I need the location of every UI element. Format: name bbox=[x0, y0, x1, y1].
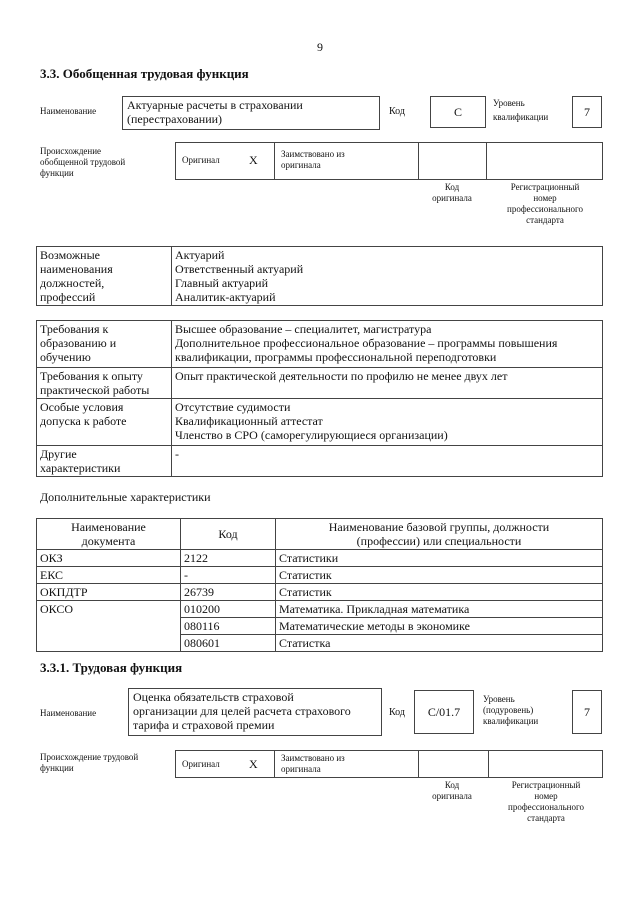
code-label: Код bbox=[389, 106, 405, 117]
requirement-label-cell bbox=[37, 368, 172, 399]
code-cell: - bbox=[181, 567, 276, 584]
table-row bbox=[37, 601, 603, 618]
caption-line: Код bbox=[444, 182, 460, 192]
value-line: - bbox=[175, 447, 179, 461]
header-line: Наименование базовой группы, должности bbox=[328, 520, 550, 534]
borrowed-label-line: оригинала bbox=[281, 160, 321, 170]
origin-label bbox=[40, 146, 125, 179]
table-row bbox=[37, 247, 603, 306]
label-line: практической работы bbox=[40, 383, 150, 397]
caption-reg-number bbox=[488, 182, 602, 226]
requirement-value-cell bbox=[172, 446, 603, 477]
name-label: Наименование bbox=[40, 708, 97, 718]
borrowed-label bbox=[281, 753, 345, 775]
original-mark: X bbox=[249, 757, 258, 771]
position-title: Главный актуарий bbox=[175, 276, 269, 290]
header-line: документа bbox=[81, 534, 136, 548]
caption-code-original bbox=[418, 182, 486, 204]
name-label: Наименование bbox=[40, 106, 97, 116]
doc-cell: ОКЗ bbox=[37, 550, 181, 567]
function-name-line: тарифа и страховой премии bbox=[133, 718, 275, 732]
name-cell: Математика. Прикладная математика bbox=[276, 601, 603, 618]
divider bbox=[488, 751, 489, 777]
name-cell: Статистик bbox=[276, 584, 603, 601]
requirement-value-cell bbox=[172, 399, 603, 446]
code-value-box bbox=[430, 96, 486, 128]
function-name-box bbox=[122, 96, 380, 130]
header-line: Наименование bbox=[71, 520, 146, 534]
subsection-heading: 3.3.1. Трудовая функция bbox=[40, 660, 183, 675]
positions-table bbox=[36, 246, 603, 306]
name-cell: Статистка bbox=[276, 635, 603, 652]
label-line: образованию и bbox=[40, 336, 117, 350]
label-line: Требования к bbox=[40, 322, 109, 336]
label-line: наименования bbox=[40, 262, 113, 276]
caption-line: профессионального bbox=[508, 802, 584, 812]
level-label-line: квалификации bbox=[483, 716, 539, 726]
level-value-box bbox=[572, 96, 602, 128]
level-label-line: Уровень bbox=[493, 98, 525, 108]
positions-label-cell bbox=[37, 247, 172, 306]
code-cell: 010200 bbox=[181, 601, 276, 618]
code-value-box bbox=[414, 690, 474, 734]
caption-line: номер bbox=[533, 193, 557, 203]
position-title: Аналитик-актуарий bbox=[175, 290, 276, 304]
code-cell: 080601 bbox=[181, 635, 276, 652]
requirements-table bbox=[36, 320, 603, 477]
divider bbox=[274, 751, 275, 777]
requirement-value-cell bbox=[172, 368, 603, 399]
position-title: Актуарий bbox=[175, 248, 225, 262]
header-doc bbox=[37, 519, 181, 550]
position-title: Ответственный актуарий bbox=[175, 262, 304, 276]
caption-line: Код bbox=[444, 780, 460, 790]
caption-code-original bbox=[418, 780, 486, 802]
caption-line: оригинала bbox=[432, 791, 472, 801]
level-value-box bbox=[572, 690, 602, 734]
origin-label-line: Происхождение трудовой bbox=[40, 752, 139, 762]
caption-line: профессионального bbox=[507, 204, 583, 214]
label-line: Возможные bbox=[40, 248, 100, 262]
level-label bbox=[483, 694, 538, 727]
value-line: квалификации, программы профессиональной переподготовки bbox=[175, 350, 497, 364]
value-line: Отсутствие судимости bbox=[175, 400, 291, 414]
origin-label-line: функции bbox=[40, 763, 74, 773]
header-code bbox=[181, 519, 276, 550]
section-heading: 3.3. Обобщенная трудовая функция bbox=[40, 66, 249, 81]
original-label: Оригинал bbox=[182, 759, 220, 769]
caption-reg-number bbox=[490, 780, 602, 824]
code-label: Код bbox=[389, 707, 405, 718]
header-group bbox=[276, 519, 603, 550]
original-mark: X bbox=[249, 153, 258, 167]
origin-label-line: Происхождение bbox=[40, 146, 102, 156]
positions-values-cell bbox=[172, 247, 603, 306]
function-name-line: Актуарные расчеты в страховании bbox=[127, 98, 303, 112]
table-row bbox=[37, 584, 603, 601]
requirement-label-cell bbox=[37, 446, 172, 477]
table-row bbox=[37, 368, 603, 399]
table-row bbox=[37, 446, 603, 477]
origin-label bbox=[40, 752, 138, 774]
table-row bbox=[37, 550, 603, 567]
label-line: характеристики bbox=[40, 461, 121, 475]
label-line: должностей, bbox=[40, 276, 105, 290]
label-line: Особые условия bbox=[40, 400, 124, 414]
borrowed-label-line: оригинала bbox=[281, 764, 321, 774]
table-row bbox=[37, 567, 603, 584]
function-name-line: организации для целей расчета страхового bbox=[133, 704, 351, 718]
name-cell: Статистики bbox=[276, 550, 603, 567]
caption-line: оригинала bbox=[432, 193, 472, 203]
original-label: Оригинал bbox=[182, 155, 220, 165]
caption-line: Регистрационный bbox=[510, 182, 580, 192]
label-line: Другие bbox=[40, 447, 77, 461]
page-number: 9 bbox=[317, 40, 323, 54]
code-cell: 080116 bbox=[181, 618, 276, 635]
requirement-label-cell bbox=[37, 399, 172, 446]
level-label-line: Уровень bbox=[483, 694, 515, 704]
table-row bbox=[37, 399, 603, 446]
doc-cell: ОКПДТР bbox=[37, 584, 181, 601]
borrowed-label-line: Заимствовано из bbox=[281, 753, 345, 763]
value-line: Дополнительное профессиональное образование – программы повышения bbox=[175, 336, 558, 350]
value-line: Квалификационный аттестат bbox=[175, 414, 323, 428]
additional-title: Дополнительные характеристики bbox=[40, 490, 211, 504]
value-line: Опыт практической деятельности по профилю не менее двух лет bbox=[175, 369, 508, 383]
level-label-line: квалификации bbox=[493, 112, 549, 122]
name-cell: Статистик bbox=[276, 567, 603, 584]
divider bbox=[418, 143, 419, 179]
level-value: 7 bbox=[584, 105, 590, 119]
divider bbox=[486, 143, 487, 179]
origin-table bbox=[175, 142, 603, 180]
level-value: 7 bbox=[584, 705, 590, 719]
doc-cell: ОКСО bbox=[37, 601, 181, 652]
code-cell: 26739 bbox=[181, 584, 276, 601]
origin-label-line: функции bbox=[40, 168, 74, 178]
origin-label-line: обобщенной трудовой bbox=[40, 157, 126, 167]
header-line: (профессии) или специальности bbox=[356, 534, 522, 548]
caption-line: Регистрационный bbox=[511, 780, 581, 790]
divider bbox=[418, 751, 419, 777]
origin-table bbox=[175, 750, 603, 778]
borrowed-label bbox=[281, 149, 345, 171]
code-cell: 2122 bbox=[181, 550, 276, 567]
caption-line: стандарта bbox=[526, 215, 564, 225]
label-line: Требования к опыту bbox=[40, 369, 143, 383]
caption-line: номер bbox=[534, 791, 558, 801]
requirement-label-cell bbox=[37, 321, 172, 368]
function-name-line: (перестраховании) bbox=[127, 112, 223, 126]
label-line: обучению bbox=[40, 350, 91, 364]
additional-table bbox=[36, 518, 603, 652]
label-line: допуска к работе bbox=[40, 414, 127, 428]
name-cell: Математические методы в экономике bbox=[276, 618, 603, 635]
level-label-line: (подуровень) bbox=[483, 705, 534, 715]
table-row bbox=[37, 321, 603, 368]
doc-cell: ЕКС bbox=[37, 567, 181, 584]
code-value: C/01.7 bbox=[427, 705, 461, 719]
caption-line: стандарта bbox=[527, 813, 565, 823]
level-label bbox=[493, 98, 548, 123]
borrowed-label-line: Заимствовано из bbox=[281, 149, 345, 159]
label-line: профессий bbox=[40, 290, 96, 304]
divider bbox=[274, 143, 275, 179]
function-name-line: Оценка обязательств страховой bbox=[133, 690, 294, 704]
value-line: Членство в СРО (саморегулирующиеся организации) bbox=[175, 428, 448, 442]
requirement-value-cell bbox=[172, 321, 603, 368]
function-name-box bbox=[128, 688, 382, 736]
code-value: C bbox=[453, 105, 462, 119]
table-header-row bbox=[37, 519, 603, 550]
value-line: Высшее образование – специалитет, магистратура bbox=[175, 322, 432, 336]
header-line: Код bbox=[218, 527, 238, 541]
